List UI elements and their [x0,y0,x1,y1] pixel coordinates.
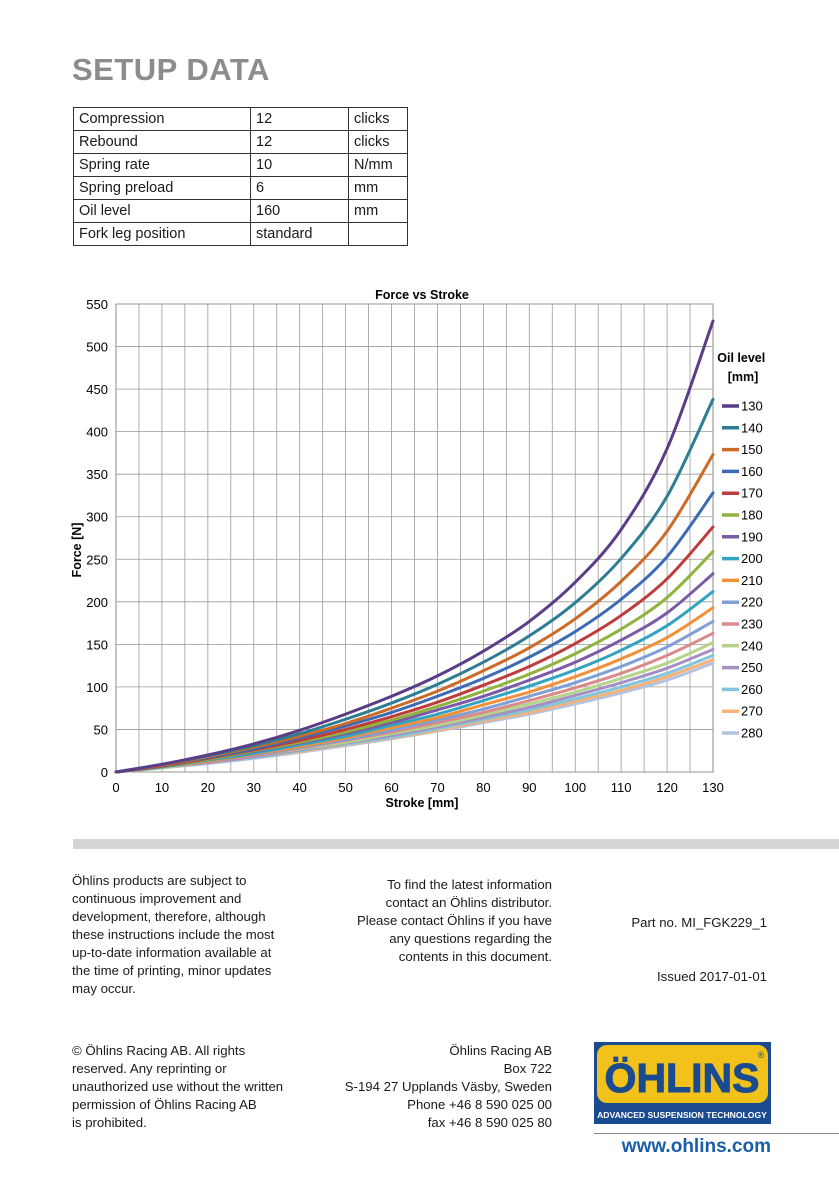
x-tick-label: 40 [292,780,307,795]
setup-value: 12 [251,131,349,154]
legend-label: 280 [741,725,763,741]
setup-parameter: Oil level [74,200,251,223]
contact-info-line: contents in this document. [398,949,552,964]
x-tick-label: 50 [338,780,353,795]
setup-parameter: Spring rate [74,154,251,177]
setup-parameter: Spring preload [74,177,251,200]
copyright-line: is prohibited. [72,1115,147,1130]
logo-registered-mark: ® [757,1050,765,1060]
x-tick-label: 120 [656,780,678,795]
setup-value: 160 [251,200,349,223]
address-line: S-194 27 Upplands Väsby, Sweden [344,1079,552,1094]
setup-unit: clicks [349,131,408,154]
x-tick-label: 90 [522,780,537,795]
setup-row [74,108,408,131]
part-number: Part no. MI_FGK229_1 [631,915,767,930]
document-info [560,878,767,1004]
y-tick-label: 400 [86,424,108,440]
legend-label: 240 [741,638,763,654]
copyright-line: permission of Öhlins Racing AB [72,1097,257,1112]
issued-date: Issued 2017-01-01 [657,969,767,984]
setup-parameter: Rebound [74,131,251,154]
chart-title: Force vs Stroke [375,288,469,302]
setup-value: 10 [251,154,349,177]
x-tick-label: 70 [430,780,445,795]
disclaimer-line: up-to-date information available at [72,945,272,960]
setup-unit [349,223,408,246]
setup-data-table [73,107,408,246]
setup-parameter: Fork leg position [74,223,251,246]
legend-label: 220 [741,594,763,610]
disclaimer-line: development, therefore, although [72,909,266,924]
logo-tagline: ADVANCED SUSPENSION TECHNOLOGY [597,1110,767,1120]
x-tick-label: 80 [476,780,491,795]
legend-label: 250 [741,660,763,676]
y-tick-label: 0 [100,765,108,780]
setup-value: standard [251,223,349,246]
contact-info-line: contact an Öhlins distributor. [385,895,552,910]
y-tick-label: 150 [86,637,108,653]
y-tick-label: 250 [86,552,108,568]
copyright-line: © Öhlins Racing AB. All rights [72,1043,246,1058]
contact-info-line: Please contact Öhlins if you have [357,913,552,928]
x-tick-label: 110 [610,780,632,795]
disclaimer-line: may occur. [72,981,136,996]
setup-unit: mm [349,200,408,223]
x-tick-label: 30 [246,780,262,795]
copyright-text [72,1042,283,1132]
y-tick-label: 450 [86,382,108,398]
address-line: fax +46 8 590 025 80 [427,1115,552,1130]
y-tick-label: 300 [86,509,108,525]
disclaimer-text [72,872,274,998]
setup-value: 6 [251,177,349,200]
contact-info-line: To find the latest information [387,877,552,892]
legend-label: 230 [741,616,763,632]
x-tick-label: 20 [200,780,216,795]
x-axis-label: Stroke [mm] [385,796,459,810]
copyright-line: unauthorized use without the written [72,1079,284,1094]
copyright-line: reserved. Any reprinting or [72,1061,227,1076]
legend-label: 270 [741,703,763,719]
legend-label: 130 [741,398,763,414]
setup-row [74,223,408,246]
y-tick-label: 50 [93,722,108,738]
legend-label: 200 [741,551,763,567]
setup-unit: mm [349,177,408,200]
legend-label: 160 [741,463,763,479]
footer-rule [594,1133,839,1134]
contact-info-line: any questions regarding the [389,931,552,946]
legend-label: 210 [741,572,763,588]
legend-label: 170 [741,485,763,501]
setup-row [74,154,408,177]
setup-unit: N/mm [349,154,408,177]
legend-label: 150 [741,442,763,458]
y-tick-label: 500 [86,339,108,355]
setup-parameter: Compression [74,108,251,131]
address-line: Öhlins Racing AB [449,1043,552,1058]
x-tick-label: 0 [112,780,120,795]
ohlins-logo [594,1042,771,1124]
contact-info-text [300,876,552,966]
section-divider [73,839,839,849]
force-vs-stroke-chart [0,280,839,820]
y-tick-label: 550 [86,297,108,312]
address-line: Box 722 [503,1061,552,1076]
logo-wordmark: ÖHLINS [604,1055,760,1101]
disclaimer-line: continuous improvement and [72,891,242,906]
company-address [300,1042,552,1132]
x-tick-label: 130 [702,780,724,795]
x-tick-label: 60 [384,780,399,795]
x-tick-label: 100 [564,780,587,795]
disclaimer-line: these instructions include the most [72,927,275,942]
y-tick-label: 100 [86,679,108,695]
legend-label: 260 [741,681,763,697]
x-tick-label: 10 [154,780,170,795]
website-link[interactable]: www.ohlins.com [621,1136,771,1157]
legend-label: 140 [741,420,763,436]
disclaimer-line: the time of printing, minor updates [72,963,272,978]
page-title: SETUP DATA [72,52,270,87]
y-tick-label: 200 [86,594,108,610]
setup-row [74,177,408,200]
setup-row [74,131,408,154]
legend-label: 180 [741,507,763,523]
legend-title: Oil level [mm] [717,351,766,384]
y-axis-label: Force [N] [70,522,84,578]
legend-label: 190 [741,529,763,545]
setup-row [74,200,408,223]
disclaimer-line: Öhlins products are subject to [72,873,247,888]
setup-unit: clicks [349,108,408,131]
address-line: Phone +46 8 590 025 00 [407,1097,552,1112]
setup-value: 12 [251,108,349,131]
y-tick-label: 350 [86,467,108,483]
